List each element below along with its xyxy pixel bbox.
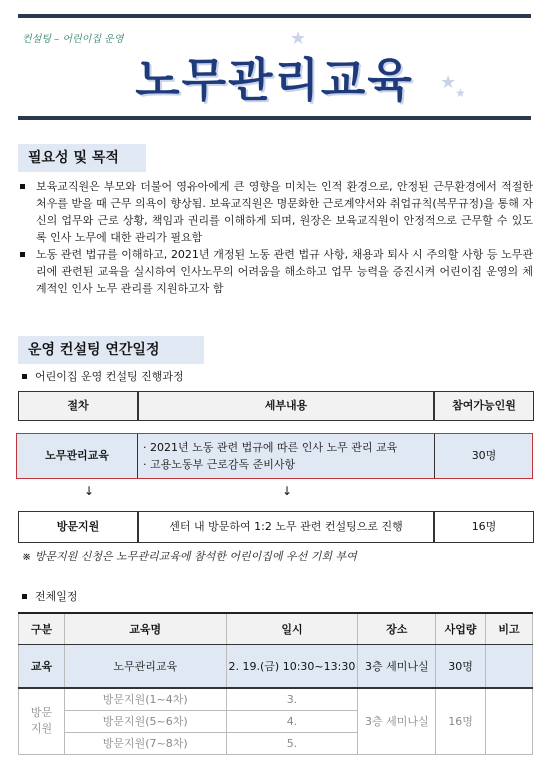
- square-bullet-icon: [22, 594, 27, 599]
- list-item: 노동 관련 법규를 이해하고, 2021년 개정된 노동 관련 법규 사항, 채용과 퇴사 시 주의할 사항 등 노무관리에 관련된 교육을 실시하여 인사노무의 어려움을 해소하고 업무 능력을 증진시켜 어린이집 운영의 체계적인 인사 노무 관리를 지원하고자 함: [18, 246, 533, 297]
- cell-remark: [486, 645, 533, 689]
- cell-amount: 30명: [436, 645, 486, 689]
- list-item: 보육교직원은 부모와 더불어 영유아에게 큰 영향을 미치는 인적 환경으로, 안정된 근무환경에서 적절한 처우를 받을 때 근무 의욕이 향상됨. 보육교직원은 명문화한 근로계약서와 취업규칙(복무규정)을 통해 자신의 업무와 근로 상황, 책임과 권리를 이해하게 되며, 원장은 보육교직원이 안정적으로 근무할 수 있도록 인사 노무에 대한 관리가 필요함: [18, 178, 533, 246]
- star-decoration-icon: ★: [455, 86, 466, 100]
- process-step-visit-name: 방문지원: [18, 511, 138, 543]
- col-header-place: 장소: [358, 613, 436, 645]
- cell-amount: 16명: [436, 688, 486, 754]
- schedule-label: 전체일정: [18, 588, 78, 604]
- cell-name: 방문지원(7~8차): [64, 732, 226, 754]
- star-decoration-icon: ★: [290, 28, 307, 49]
- process-step-visit-detail: 센터 내 방문하여 1:2 노무 관련 컨설팅으로 진행: [138, 511, 434, 543]
- purpose-bullet-list: [18, 178, 533, 297]
- cell-datetime: 4.: [226, 710, 358, 732]
- process-step-visit-capacity: 16명: [434, 511, 534, 543]
- cell-category: 방문 지원: [19, 688, 65, 754]
- cell-place: 3층 세미나실: [358, 688, 436, 754]
- table-row: [19, 688, 533, 710]
- header-top-rule: [18, 14, 531, 18]
- cell-remark: [486, 688, 533, 754]
- col-header-remark: 비고: [486, 613, 533, 645]
- cell-name: 방문지원(1~4차): [64, 688, 226, 710]
- arrow-down-icon: ↓: [84, 484, 95, 498]
- section-heading-schedule: 운영 컨설팅 연간일정: [18, 336, 204, 364]
- section-heading-purpose: 필요성 및 목적: [18, 144, 146, 172]
- process-header-detail: 세부내용: [138, 391, 434, 421]
- col-header-amount: 사업량: [436, 613, 486, 645]
- process-label: 어린이집 운영 컨설팅 진행과정: [18, 368, 184, 384]
- col-header-name: 교육명: [64, 613, 226, 645]
- process-header-capacity: 참여가능인원: [434, 391, 534, 421]
- cell-datetime: 3.: [226, 688, 358, 710]
- square-bullet-icon: [20, 252, 25, 257]
- col-header-datetime: 일시: [226, 613, 358, 645]
- square-bullet-icon: [20, 184, 25, 189]
- step-name: 노무관리교육: [17, 434, 138, 478]
- table-row: [19, 645, 533, 689]
- header-bottom-rule: [18, 116, 531, 120]
- star-decoration-icon: ★: [440, 72, 457, 93]
- cell-name: 노무관리교육: [64, 645, 226, 689]
- square-bullet-icon: [22, 374, 27, 379]
- arrow-down-icon: ↓: [282, 484, 293, 498]
- process-header-step: 절차: [18, 391, 138, 421]
- col-header-category: 구분: [19, 613, 65, 645]
- cell-datetime: 5.: [226, 732, 358, 754]
- table-header-row: [19, 613, 533, 645]
- cell-category: 교육: [19, 645, 65, 689]
- schedule-table: [18, 612, 533, 755]
- visit-priority-note: ※ 방문지원 신청은 노무관리교육에 참석한 어린이집에 우선 기회 부여: [22, 550, 357, 563]
- cell-place: 3층 세미나실: [358, 645, 436, 689]
- step-capacity: 30명: [434, 434, 533, 478]
- cell-datetime: 2. 19.(금) 10:30~13:30: [226, 645, 358, 689]
- page-title: 노무관리교육: [135, 53, 414, 107]
- cell-name: 방문지원(5~6차): [64, 710, 226, 732]
- process-step-training: [16, 433, 533, 479]
- step-details: · 2021년 노동 관련 법규에 따른 인사 노무 관리 교육 · 고용노동부 근로감독 준비사항: [143, 441, 398, 471]
- header-subtitle: 컨설팅 – 어린이집 운영: [22, 34, 124, 45]
